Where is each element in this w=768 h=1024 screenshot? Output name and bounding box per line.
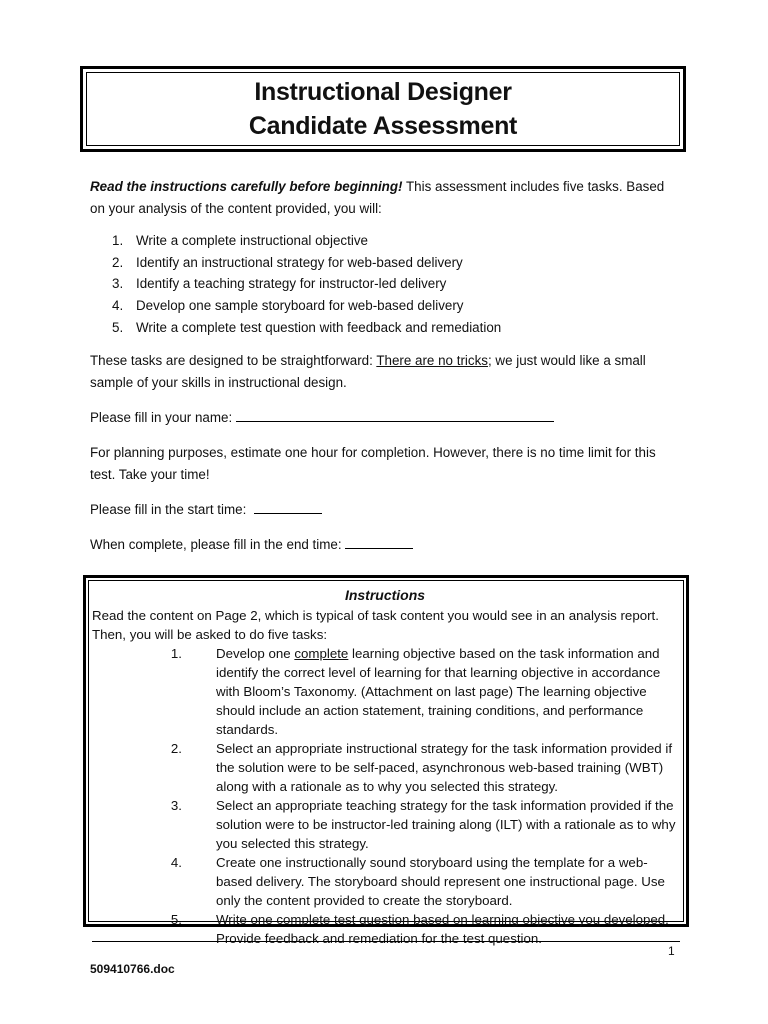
list-item-number: 4.: [170, 855, 182, 870]
list-item-number: 4.: [112, 298, 124, 314]
list-item-number: 1.: [112, 233, 124, 248]
title-line-1: Instructional Designer: [254, 78, 512, 106]
list-item-text: Select an appropriate teaching strategy for the task information provided if the solution were to be instructor-led training along (ILT) with a rationale as to why you selected this strategy.: [216, 798, 676, 851]
list-item: [112, 252, 680, 274]
straightforward-paragraph: [90, 350, 680, 394]
intro-lead: Read the instructions carefully before beginning!: [90, 179, 403, 194]
intro-paragraph: [90, 176, 680, 220]
page-number: 1: [668, 944, 675, 958]
list-item-number: 1.: [170, 646, 182, 661]
list-item: [112, 295, 680, 317]
list-item: [92, 796, 678, 853]
list-item-text: Identify a teaching strategy for instructor-led delivery: [136, 276, 447, 292]
start-time-line: [90, 499, 680, 521]
list-item-text: Identify an instructional strategy for web-based delivery: [136, 254, 463, 270]
document-body: [90, 176, 680, 556]
list-item-text: Select an appropriate instructional strategy for the task information provided if the solution were to be self-paced, asynchronous web-based training (WBT) along with a rationale as to why you selected this strategy.: [216, 741, 673, 794]
straightforward-after: ; we just would like a small sample of your skills in instructional design.: [90, 352, 646, 390]
instructions-heading: Instructions: [344, 587, 426, 603]
list-item-text: Create one instructionally sound storyboard using the template for a web-based delivery. The storyboard should represent one instructional page. Use only the content provided to create the storyboard.: [216, 855, 665, 908]
list-item: [92, 853, 678, 910]
list-item-text: [216, 644, 678, 739]
list-item-text: Develop one sample storyboard for web-based delivery: [136, 298, 464, 314]
intro-text: This assessment includes five tasks. Based on your analysis of the content provided, you will:: [90, 179, 665, 216]
footer-divider: [92, 941, 680, 942]
start-time-blank-field[interactable]: [254, 499, 322, 514]
end-time-prompt: When complete, please fill in the end time:: [90, 536, 342, 552]
list-item: [112, 273, 680, 295]
list-item: [112, 230, 680, 252]
task-list: [90, 230, 680, 339]
item-text-pre: Develop one: [216, 646, 295, 661]
list-item-number: 2.: [112, 254, 124, 270]
list-item-number: 2.: [170, 741, 182, 756]
list-item-text: Write a complete test question with feedback and remediation: [136, 319, 502, 335]
complete-underlined: complete: [294, 646, 349, 661]
title-box: [80, 66, 686, 152]
no-tricks-text: There are no tricks: [376, 352, 488, 368]
end-time-blank-field[interactable]: [345, 534, 413, 549]
name-prompt: Please fill in your name:: [90, 409, 233, 425]
list-item: [112, 317, 680, 339]
list-item-number: 3.: [112, 276, 124, 292]
title-line-2: Candidate Assessment: [248, 112, 518, 140]
name-line: [90, 407, 680, 429]
list-item-number: 5.: [112, 319, 124, 335]
instructions-list: [92, 644, 678, 948]
list-item: [92, 739, 678, 796]
straightforward-before: These tasks are designed to be straightforward:: [90, 352, 377, 368]
name-blank-field[interactable]: [236, 407, 554, 422]
item-text-post: learning objective based on the task information and identify the correct level of learning for that learning objective in accordance with Bloom’s Taxonomy. (Attachment on last page) The learning objective should include an action statement, training conditions, and performance standards.: [216, 646, 661, 737]
document-filename: 509410766.doc: [90, 962, 175, 976]
list-item: [92, 910, 678, 948]
end-time-line: [90, 534, 680, 556]
list-item-number: 3.: [170, 798, 182, 813]
list-item: [92, 644, 678, 739]
list-item-text: Write a complete instructional objective: [136, 233, 368, 248]
list-item-number: 5.: [170, 912, 182, 927]
start-time-prompt: Please fill in the start time:: [90, 501, 247, 517]
instructions-intro: Read the content on Page 2, which is typical of task content you would see in an analysis report. Then, you will be asked to do five tasks:: [92, 608, 659, 642]
instructions-box: [83, 575, 689, 946]
list-item-text: Write one complete test question based on learning objective you developed. Provide feedback and remediation for the test question.: [216, 912, 669, 946]
planning-paragraph: For planning purposes, estimate one hour for completion. However, there is no time limit for this test. Take your time!: [90, 444, 656, 482]
